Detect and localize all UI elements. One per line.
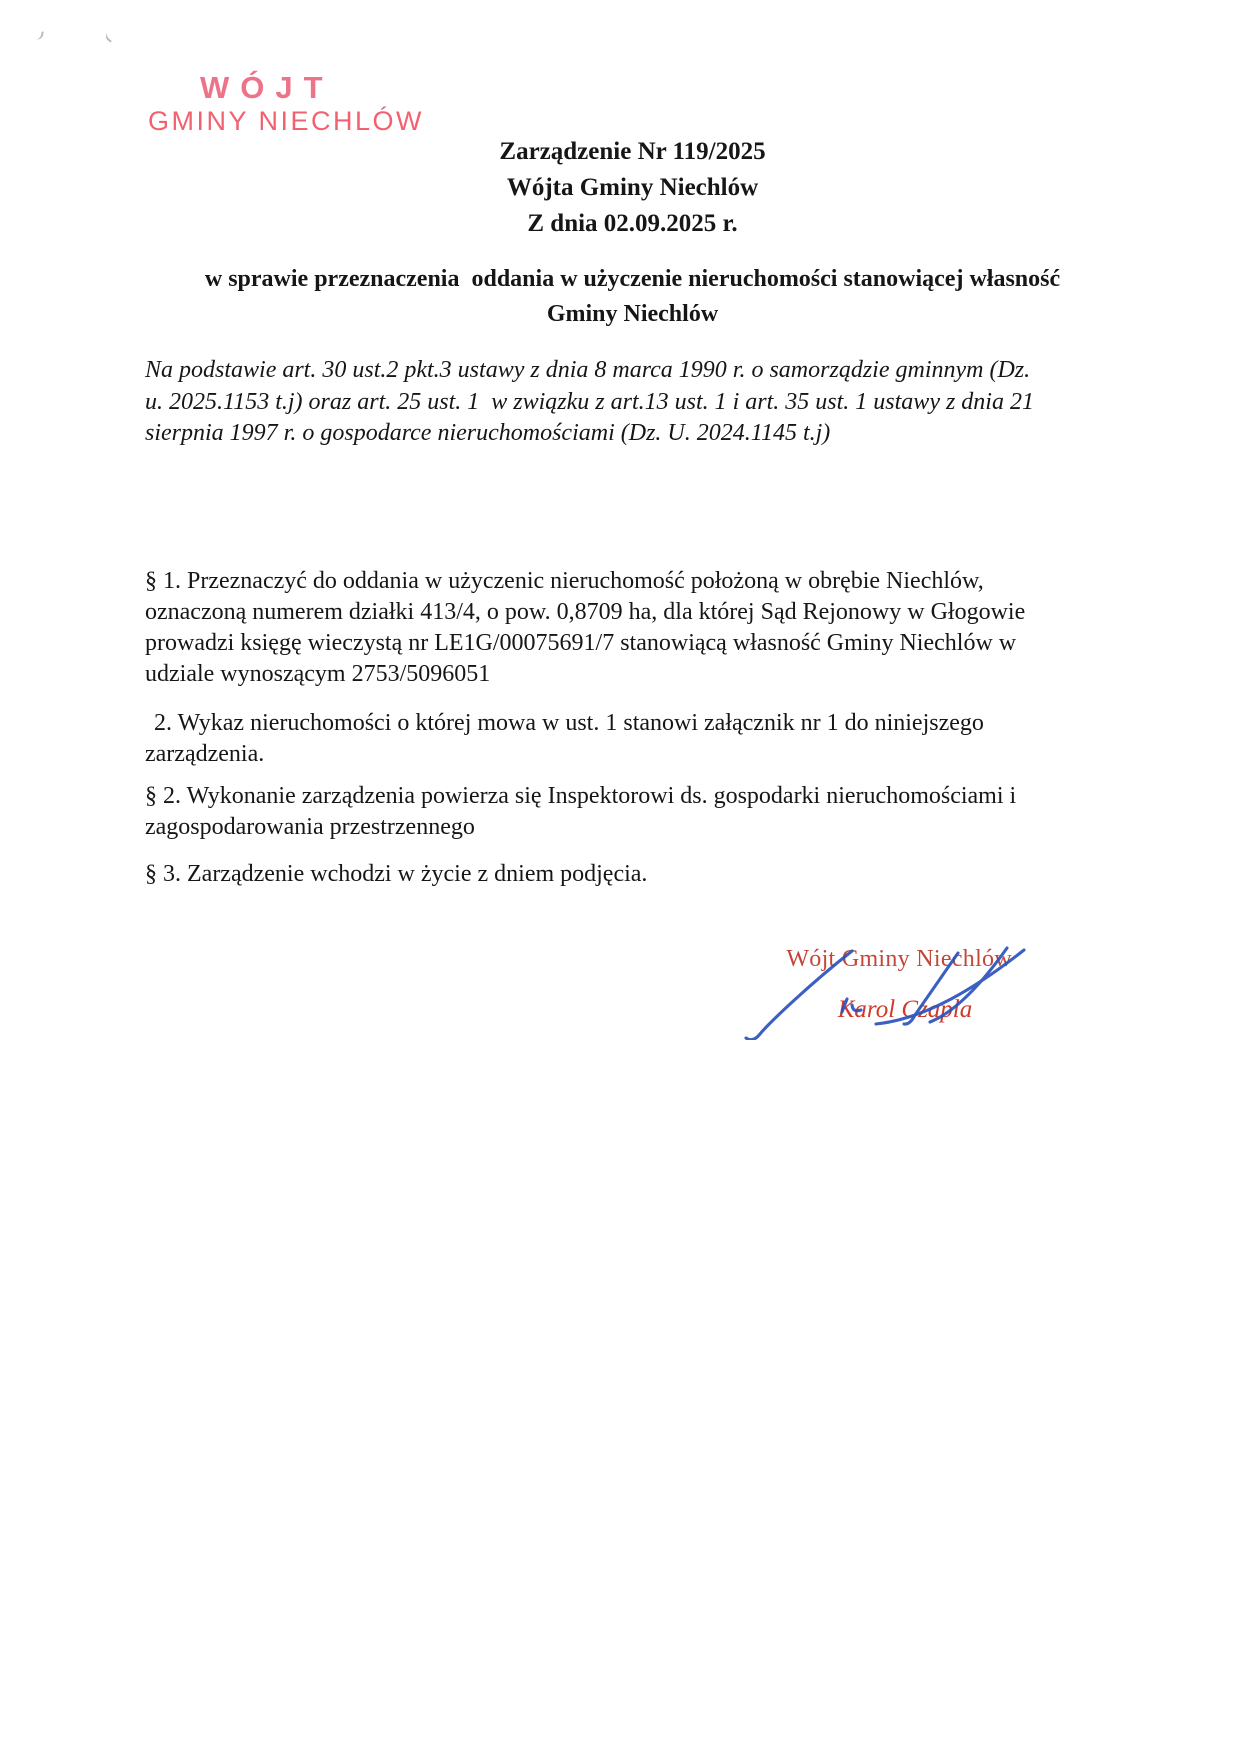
paragraph-2-line: § 2. Wykonanie zarządzenia powierza się Inspektorowi ds. gospodarki nieruchomościami i [145,783,1017,809]
signature-name: Karol Czapla [837,996,973,1023]
paragraph-2-line: zagospodarowania przestrzennego [145,814,475,840]
paragraph-1-line: udziale wynoszącym 2753/5096051 [145,661,491,687]
paragraph-1-section-2-line: 2. Wykaz nieruchomości o której mowa w ust. 1 stanowi załącznik nr 1 do niniejszego [154,710,984,736]
paragraph-3-line: § 3. Zarządzenie wchodzi w życie z dniem podjęcia. [145,861,648,887]
document-subject [145,262,1120,332]
paragraph-1 [145,566,1135,690]
paragraph-2 [145,781,1135,843]
scan-speck [104,32,115,42]
stamp-office-title: WÓJT [200,70,334,105]
stamp-municipality: GMINY NIECHLÓW [148,106,425,136]
legal-basis-line: sierpnia 1997 r. o gospodarce nieruchomościami (Dz. U. 2024.1145 t.j) [145,420,831,446]
office-stamp [148,72,424,135]
paragraph-3 [145,859,1135,890]
paragraph-1-section-2 [145,708,1135,770]
legal-basis-line: Na podstawie art. 30 ust.2 pkt.3 ustawy z dnia 8 marca 1990 r. o samorządzie gminnym (Dz. [145,357,1031,383]
legal-basis-paragraph [145,355,1135,450]
paragraph-1-line: oznaczoną numerem działki 413/4, o pow. 0,8709 ha, dla której Sąd Rejonowy w Głogowie [145,599,1026,625]
title-date-line: Z dnia 02.09.2025 r. [527,210,738,237]
subject-line: w sprawie przeznaczenia oddania w użyczenie nieruchomości stanowiącej własność [204,266,1061,292]
paragraph-1-line: prowadzi księgę wieczystą nr LE1G/00075691/7 stanowiącą własność Gminy Niechlów w [145,630,1017,656]
title-issuer-line: Wójta Gminy Niechlów [506,174,759,201]
title-number-line: Zarządzenie Nr 119/2025 [499,138,766,165]
paragraph-1-line: § 1. Przeznaczyć do oddania w użyczenic nieruchomość położoną w obrębie Niechlów, [145,568,984,594]
document-title [145,134,1120,242]
signature-title: Wójt Gminy Niechlów [786,946,1012,972]
legal-basis-line: u. 2025.1153 t.j) oraz art. 25 ust. 1 w związku z art.13 ust. 1 i art. 35 ust. 1 ustawy z dnia 21 [145,388,1034,415]
subject-line: Gminy Niechlów [546,301,719,327]
paragraph-1-section-2-line: zarządzenia. [145,741,265,767]
scan-speck [36,30,44,40]
